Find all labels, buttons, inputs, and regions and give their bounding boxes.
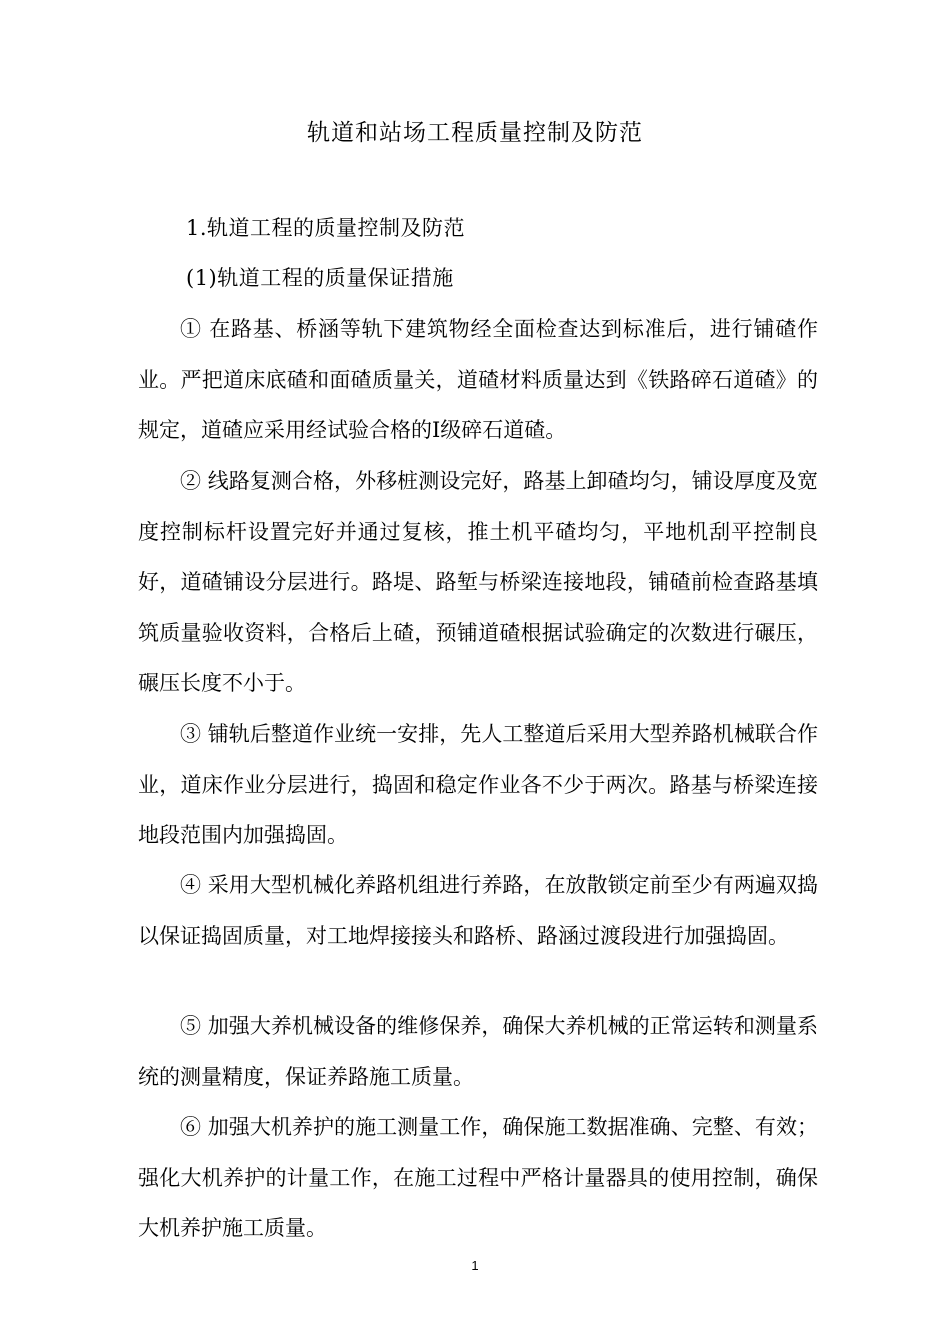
document-title: 轨道和站场工程质量控制及防范 xyxy=(307,120,643,146)
paragraph-4: ④ 采用大型机械化养路机组进行养路，在放散锁定前至少有两遍双捣以保证捣固质量，对工地焊接接头和路桥、路涵过渡段进行加强捣固。 xyxy=(138,873,818,948)
paragraph-1: ① 在路基、桥涵等轨下建筑物经全面检查达到标准后，进行铺碴作业。严把道床底碴和面碴质量关，道碴材料质量达到《铁路碎石道碴》的规定，道碴应采用经试验合格的Ⅰ级碎石道碴。 xyxy=(138,317,818,442)
paragraph-6: ⑥ 加强大机养护的施工测量工作，确保施工数据准确、完整、有效；强化大机养护的计量工作，在施工过程中严格计量器具的使用控制，确保大机养护施工质量。 xyxy=(138,1115,818,1240)
section-heading: 1.轨道工程的质量控制及防范 xyxy=(186,216,466,240)
paragraph-3: ③ 铺轨后整道作业统一安排，先人工整道后采用大型养路机械联合作业，道床作业分层进行，捣固和稳定作业各不少于两次。路基与桥梁连接地段范围内加强捣固。 xyxy=(138,722,818,847)
page-number: 1 xyxy=(471,1258,479,1273)
paragraph-5: ⑤ 加强大养机械设备的维修保养，确保大养机械的正常运转和测量系统的测量精度，保证养路施工质量。 xyxy=(138,1014,818,1089)
paragraph-2: ② 线路复测合格，外移桩测设完好，路基上卸碴均匀，铺设厚度及宽度控制标杆设置完好并通过复核，推土机平碴均匀，平地机刮平控制良好，道碴铺设分层进行。路堤、路堑与桥梁连接地段，铺碴前检查路基填筑质量验收资料，合格后上碴，预铺道碴根据试验确定的次数进行碾压，碾压长度不小于。 xyxy=(138,469,818,695)
subsection-heading: (1)轨道工程的质量保证措施 xyxy=(186,266,454,290)
